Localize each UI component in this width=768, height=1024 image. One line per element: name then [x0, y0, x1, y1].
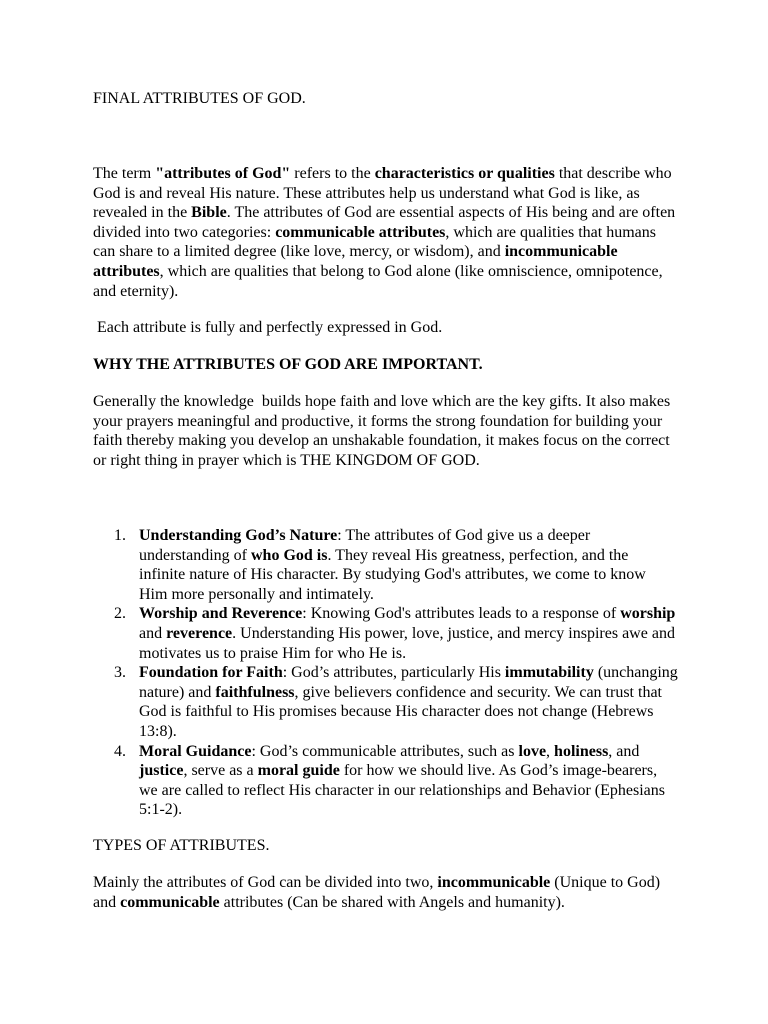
- text-run: The term: [93, 165, 156, 182]
- bold-text: faithfulness: [215, 683, 295, 701]
- list-item-text: [139, 664, 678, 740]
- list-item-text: [139, 743, 665, 819]
- why-paragraph: Generally the knowledge builds hope faith and love which are the key gifts. It also makes your prayers meaningful and productive, it forms the strong foundation for building your faith thereby making you develop an unshakable foundation, it makes focus on the correct or right thing in prayer which is THE KINGDOM OF GOD.: [93, 393, 675, 469]
- text-run: . The attributes of God are essential aspects of His being and are often divided into two categories:: [93, 204, 676, 241]
- why-heading: WHY THE ATTRIBUTES OF GOD ARE IMPORTANT.: [93, 356, 483, 373]
- bold-text: love: [518, 742, 547, 760]
- text-run: (Unique to God) and: [93, 874, 661, 911]
- list-item: [93, 742, 678, 820]
- list-item: [93, 526, 678, 604]
- list-item-text: [139, 605, 675, 661]
- text-run: (unchanging nature) and: [139, 664, 678, 701]
- list-item: [93, 604, 678, 663]
- text-run: ,: [546, 742, 555, 760]
- bold-text: holiness: [554, 742, 609, 760]
- bold-text: incommunicable: [437, 874, 551, 891]
- text-run: , give believers confidence and security. We can trust that God is faithful to His promises because His character does not change (Hebrews 13:8).: [139, 683, 662, 740]
- text-run: , and: [608, 742, 640, 760]
- bold-text: reverence: [166, 624, 233, 642]
- intro-note: Each attribute is fully and perfectly expressed in God.: [93, 319, 443, 336]
- list-item-text: [139, 527, 646, 603]
- bold-text: immutability: [504, 664, 594, 682]
- bold-text: justice: [139, 762, 184, 780]
- types-paragraph: [93, 873, 678, 912]
- bold-text: Bible: [191, 204, 227, 222]
- bold-text: worship: [620, 605, 676, 623]
- list-number: 1.: [114, 527, 126, 544]
- text-run: , which are qualities that humans can share to a limited degree (like love, mercy, or wisdom), and: [93, 223, 656, 261]
- text-run: , which are qualities that belong to God alone (like omniscience, omnipotence, and eternity).: [93, 262, 663, 300]
- bold-text: Foundation for Faith: [139, 664, 283, 682]
- bold-text: Moral Guidance: [139, 742, 252, 760]
- bold-text: communicable: [120, 893, 220, 911]
- document-title: FINAL ATTRIBUTES OF GOD.: [93, 90, 306, 107]
- bold-text: moral guide: [257, 762, 340, 780]
- bold-text: incommunicable attributes: [93, 243, 618, 280]
- text-run: . They reveal His greatness, perfection, and the infinite nature of His character. By studying God's attributes, we come to know Him more personally and intimately.: [139, 546, 646, 603]
- list-number: 3.: [114, 664, 126, 682]
- bold-text: "attributes of God": [155, 165, 291, 182]
- bold-text: characteristics or qualities: [374, 165, 555, 182]
- text-run: for how we should live. As God’s image-bearers, we are called to reflect His character in our relationships and Behavior (Ephesians 5:1-2).: [139, 762, 666, 819]
- text-run: that describe who God is and reveal His nature. These attributes help us understand what God is like, as revealed in the: [93, 165, 672, 222]
- list-number: 4.: [114, 742, 126, 760]
- reasons-list: [93, 526, 678, 820]
- bold-text: communicable attributes: [275, 223, 446, 241]
- bold-text: Understanding God’s Nature: [139, 527, 338, 544]
- text-run: : God’s communicable attributes, such as: [251, 742, 519, 760]
- bold-text: Worship and Reverence: [139, 605, 303, 623]
- text-run: and: [139, 624, 167, 642]
- types-heading: TYPES OF ATTRIBUTES.: [93, 837, 270, 854]
- text-run: : Knowing God's attributes leads to a response of: [302, 605, 621, 623]
- text-run: refers to the: [290, 165, 375, 182]
- text-run: attributes (Can be shared with Angels and humanity).: [219, 893, 565, 911]
- text-run: : God’s attributes, particularly His: [282, 664, 505, 682]
- text-run: . Understanding His power, love, justice, and mercy inspires awe and motivates us to praise Him for who He is.: [139, 624, 675, 662]
- intro-paragraph: [93, 164, 678, 301]
- bold-text: who God is: [250, 546, 328, 564]
- text-run: , serve as a: [183, 762, 258, 780]
- text-run: : The attributes of God give us a deeper understanding of: [139, 527, 591, 564]
- list-item: [93, 663, 678, 741]
- text-run: Mainly the attributes of God can be divided into two,: [93, 874, 438, 891]
- list-number: 2.: [114, 605, 126, 623]
